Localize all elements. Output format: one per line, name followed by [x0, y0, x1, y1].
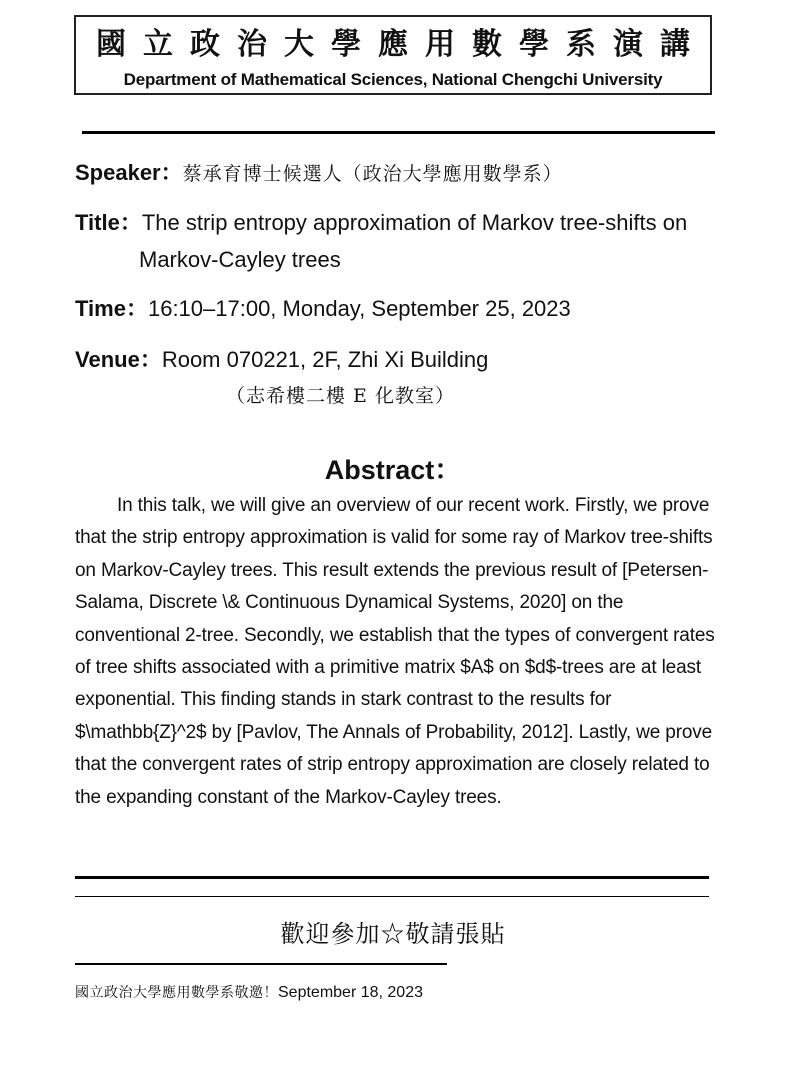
time-label: Time [75, 296, 126, 321]
speaker-field [75, 154, 563, 193]
title-field [75, 204, 687, 241]
footer-date: September 18, 2023 [278, 984, 423, 1001]
footer-invite: 國立政治大學應用數學系敬邀！ [75, 985, 278, 1001]
venue-colon: ： [139, 347, 162, 372]
talk-title-line1: The strip entropy approximation of Markov tree-shifts on [141, 210, 688, 235]
abstract-heading: Abstract： [324, 455, 462, 485]
time-colon: ： [125, 296, 148, 321]
time-field [75, 290, 571, 327]
bottom-divider-thin [75, 896, 709, 897]
speaker-value: 蔡承育博士候選人（政治大學應用數學系） [182, 163, 563, 185]
talk-title-line2: Markov-Cayley trees [139, 247, 341, 272]
venue-value: Room 070221, 2F, Zhi Xi Building [161, 347, 489, 372]
abstract-body: In this talk, we will give an overview of our recent work. Firstly, we prove that the strip entropy approximation is valid for some ray of Markov tree-shifts on Markov-Cayley trees. This result extends the previous result of [Petersen-Salama, Discrete \& Continuous Dynamical Systems, 2020] on the conventional 2-tree. Secondly, we establish that the types of convergent rates of tree shifts associated with a primitive matrix $A$ on $d$-trees are at least exponential. This finding stands in stark contrast to the results for $\mathbb{Z}^2$ by [Pavlov, The Annals of Probability, 2012]. Lastly, we prove that the convergent rates of strip entropy approximation are closely related to the expanding constant of the Markov-Cayley trees. [75, 495, 715, 808]
header-box [74, 15, 712, 95]
footer-divider [75, 963, 447, 965]
header-title-cn: 國立政治大學應用數學系演講 [96, 27, 707, 62]
welcome-text: 歡迎參加☆敬請張貼 [280, 920, 506, 948]
venue-field [75, 341, 488, 378]
time-value: 16:10–17:00, Monday, September 25, 2023 [147, 296, 571, 321]
title-colon: ： [119, 210, 142, 235]
speaker-colon: ： [160, 160, 183, 185]
header-title-en: Department of Mathematical Sciences, National Chengchi University [123, 70, 663, 89]
top-divider [82, 131, 715, 134]
footer [75, 982, 423, 1002]
bottom-divider-thick [75, 876, 709, 879]
speaker-label: Speaker [75, 160, 161, 185]
venue-note: （志希樓二樓 E 化教室） [226, 385, 455, 407]
venue-label: Venue [75, 347, 140, 372]
title-label: Title [75, 210, 120, 235]
